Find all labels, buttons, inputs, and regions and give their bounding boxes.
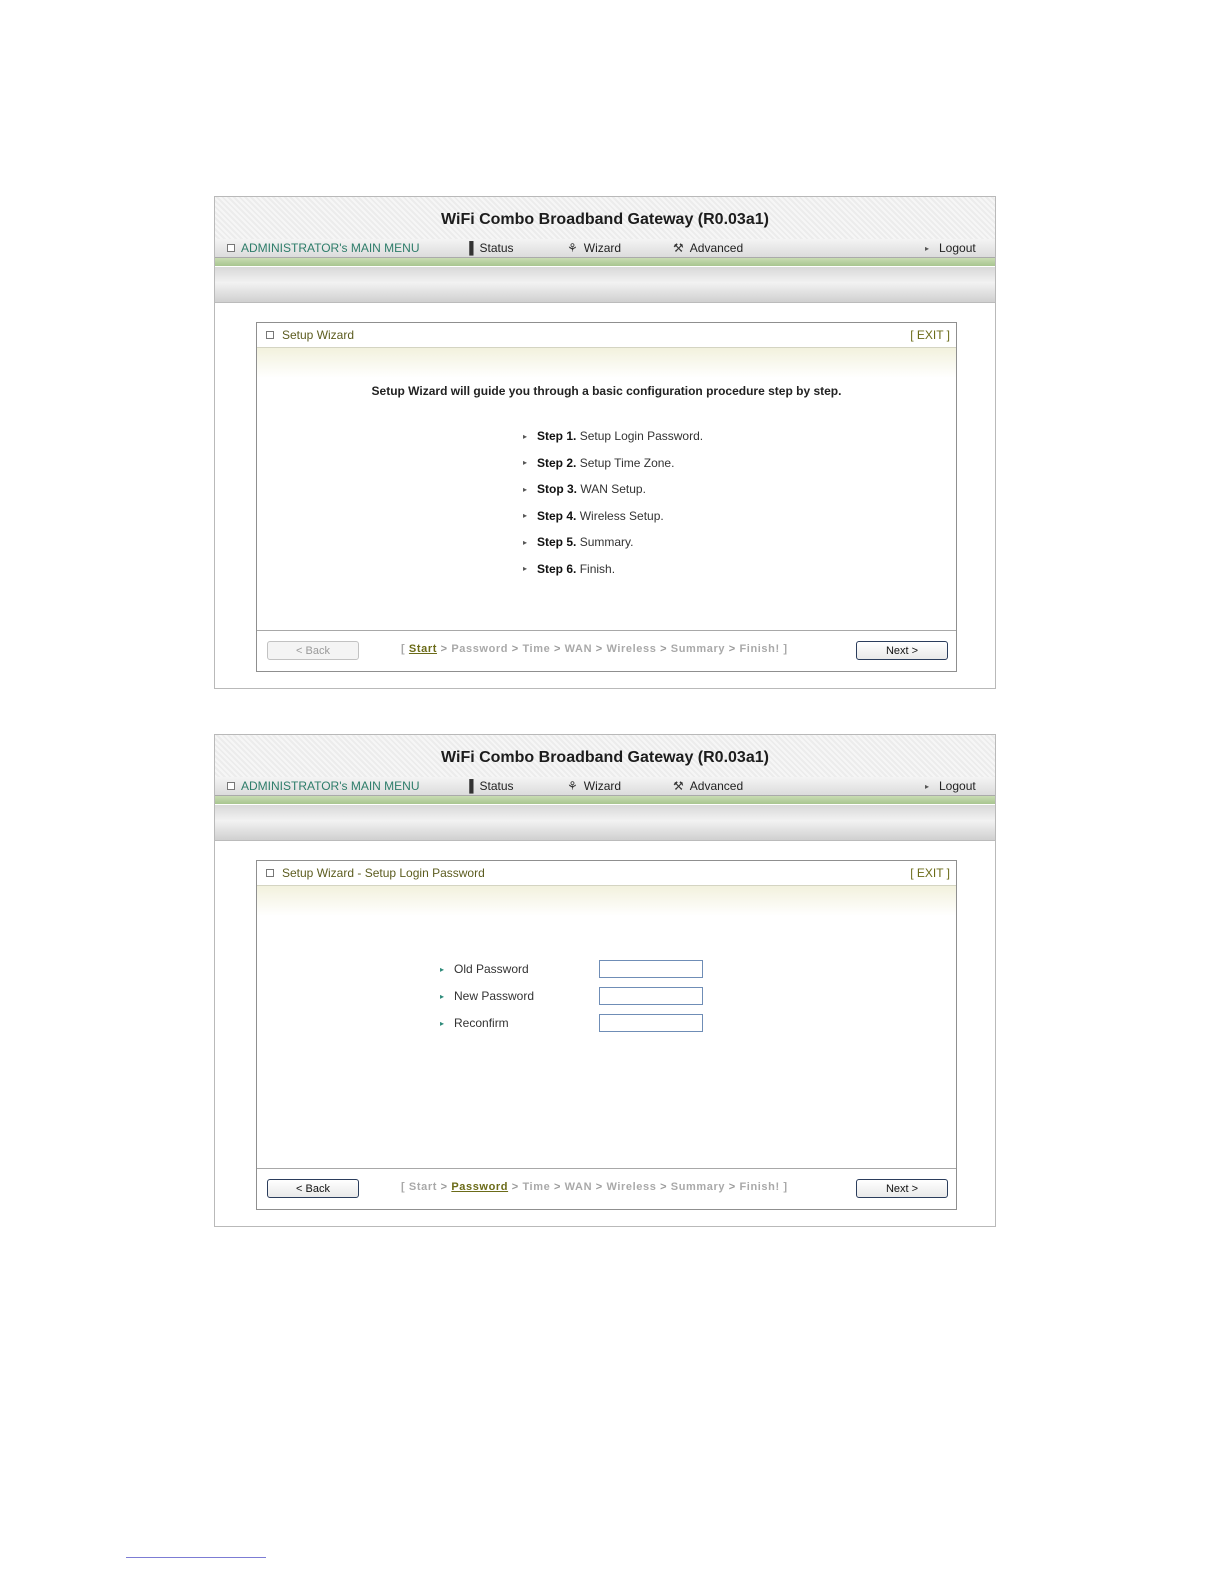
breadcrumb-sep: >	[511, 643, 519, 655]
menu-square-icon	[227, 782, 235, 790]
step-number: Step 2.	[537, 455, 577, 470]
breadcrumb-sep: >	[595, 1181, 603, 1193]
breadcrumb-sep: >	[553, 643, 562, 655]
nav-advanced[interactable]	[673, 779, 743, 793]
panel-square-icon	[266, 869, 274, 877]
step-number: Step 4.	[537, 508, 577, 523]
breadcrumb-password: Password	[451, 643, 509, 655]
nav-wizard-label: Wizard	[583, 779, 622, 793]
new-password-field[interactable]	[599, 987, 703, 1005]
breadcrumb-sep: >	[660, 643, 668, 655]
panel-header	[257, 323, 956, 348]
advanced-icon: ⚒	[673, 241, 684, 255]
breadcrumb-open: [	[401, 1181, 406, 1193]
old-password-row	[440, 960, 740, 978]
field-label-text: Reconfirm	[454, 1016, 509, 1030]
wizard-icon: ⚘	[567, 241, 578, 255]
field-label-text: New Password	[454, 989, 535, 1003]
advanced-icon: ⚒	[673, 779, 684, 793]
breadcrumb-sep: >	[440, 643, 448, 655]
breadcrumb-wireless: Wireless	[606, 643, 657, 655]
wizard-password-screenshot	[214, 734, 996, 1227]
breadcrumb-finish: Finish!	[739, 1181, 780, 1193]
bullet-arrow-icon: ▸	[523, 484, 528, 494]
bullet-arrow-icon: ▸	[440, 964, 445, 974]
menu-square-icon	[227, 244, 235, 252]
main-menu-bar	[215, 239, 995, 258]
list-item	[523, 423, 703, 450]
logout-arrow-icon: ▸	[925, 243, 930, 253]
panel-title	[266, 866, 485, 880]
nav-logout[interactable]	[925, 779, 976, 793]
admin-main-menu-label: ADMINISTRATOR's MAIN MENU	[241, 241, 420, 255]
panel-title-text: Setup Wizard	[282, 328, 355, 342]
breadcrumb-close: ]	[783, 643, 788, 655]
breadcrumb-time: Time	[522, 1181, 551, 1193]
back-button[interactable]: < Back	[267, 641, 359, 660]
breadcrumb-finish: Finish!	[739, 643, 780, 655]
list-item	[523, 556, 703, 583]
step-text: Summary.	[579, 535, 634, 550]
admin-main-menu[interactable]	[227, 241, 420, 255]
panel-subheader	[257, 886, 956, 916]
step-number: Step 6.	[537, 561, 577, 576]
setup-wizard-panel	[256, 322, 957, 672]
panel-title-text: Setup Wizard - Setup Login Password	[282, 866, 485, 880]
step-number: Step 1.	[537, 429, 577, 444]
bullet-arrow-icon: ▸	[523, 458, 528, 468]
nav-status-label: Status	[479, 779, 514, 793]
breadcrumb-sep: >	[440, 1181, 448, 1193]
breadcrumb-wan: WAN	[564, 1181, 593, 1193]
wizard-footer	[257, 1168, 956, 1209]
list-item	[523, 503, 703, 530]
nav-logout-label: Logout	[939, 241, 976, 255]
footnote-rule	[126, 1557, 266, 1558]
header-banner	[215, 197, 995, 240]
breadcrumb-start: Start	[408, 1181, 437, 1193]
wizard-icon: ⚘	[567, 779, 578, 793]
exit-link[interactable]: [ EXIT ]	[910, 866, 950, 880]
list-item	[523, 476, 703, 503]
bullet-arrow-icon: ▸	[523, 564, 528, 574]
breadcrumb-time: Time	[522, 643, 551, 655]
nav-logout-label: Logout	[939, 779, 976, 793]
step-text: Wireless Setup.	[579, 508, 664, 523]
panel-header	[257, 861, 956, 886]
step-text: WAN Setup.	[580, 482, 646, 497]
header-banner	[215, 735, 995, 778]
logout-arrow-icon: ▸	[925, 781, 930, 791]
step-text: Setup Login Password.	[579, 429, 704, 444]
step-text: Finish.	[579, 561, 616, 576]
submenu-band	[215, 267, 995, 303]
panel-title	[266, 328, 354, 342]
menu-accent-band	[215, 258, 995, 266]
breadcrumb-sep: >	[728, 1181, 736, 1193]
nav-status-label: Status	[479, 241, 514, 255]
bullet-arrow-icon: ▸	[523, 537, 528, 547]
status-icon: ▐	[465, 779, 474, 793]
status-icon: ▐	[465, 241, 474, 255]
reconfirm-password-field[interactable]	[599, 1014, 703, 1032]
breadcrumb-summary: Summary	[670, 1181, 726, 1193]
breadcrumb-open: [	[401, 643, 406, 655]
wizard-intro-text: Setup Wizard will guide you through a basic configuration procedure step by step.	[371, 384, 842, 398]
wizard-breadcrumb	[401, 1181, 788, 1193]
step-number: Stop 3.	[537, 482, 578, 497]
step-text: Setup Time Zone.	[579, 455, 675, 470]
nav-wizard[interactable]	[567, 241, 621, 255]
breadcrumb-sep: >	[553, 1181, 562, 1193]
breadcrumb-password: Password	[451, 1181, 509, 1193]
breadcrumb-wan: WAN	[564, 643, 593, 655]
new-password-label	[440, 989, 599, 1003]
list-item	[523, 450, 703, 477]
setup-login-password-panel	[256, 860, 957, 1210]
breadcrumb-sep: >	[595, 643, 603, 655]
wizard-steps-list	[523, 423, 703, 582]
reconfirm-label	[440, 1016, 599, 1030]
new-password-row	[440, 987, 740, 1005]
breadcrumb-start: Start	[408, 643, 437, 655]
app-title: WiFi Combo Broadband Gateway (R0.03a1)	[441, 211, 769, 228]
nav-logout[interactable]	[925, 241, 976, 255]
list-item	[523, 529, 703, 556]
exit-link[interactable]: [ EXIT ]	[910, 328, 950, 342]
panel-subheader	[257, 348, 956, 378]
old-password-label	[440, 962, 599, 976]
reconfirm-row	[440, 1014, 740, 1032]
main-menu-bar	[215, 777, 995, 796]
admin-main-menu-label: ADMINISTRATOR's MAIN MENU	[241, 779, 420, 793]
wizard-breadcrumb	[401, 643, 788, 655]
old-password-field[interactable]	[599, 960, 703, 978]
breadcrumb-sep: >	[728, 643, 736, 655]
next-button[interactable]: Next >	[856, 1179, 948, 1198]
admin-main-menu[interactable]	[227, 779, 420, 793]
nav-advanced[interactable]	[673, 241, 743, 255]
breadcrumb-summary: Summary	[670, 643, 726, 655]
nav-advanced-label: Advanced	[689, 241, 744, 255]
breadcrumb-close: ]	[783, 1181, 788, 1193]
wizard-start-screenshot	[214, 196, 996, 689]
submenu-band	[215, 805, 995, 841]
nav-status[interactable]	[465, 779, 514, 793]
bullet-arrow-icon: ▸	[523, 431, 528, 441]
field-label-text: Old Password	[454, 962, 529, 976]
menu-accent-band	[215, 796, 995, 804]
next-button[interactable]: Next >	[856, 641, 948, 660]
app-title: WiFi Combo Broadband Gateway (R0.03a1)	[441, 749, 769, 766]
nav-wizard-label: Wizard	[583, 241, 622, 255]
back-button[interactable]: < Back	[267, 1179, 359, 1198]
bullet-arrow-icon: ▸	[440, 991, 445, 1001]
breadcrumb-sep: >	[660, 1181, 668, 1193]
breadcrumb-wireless: Wireless	[606, 1181, 657, 1193]
nav-advanced-label: Advanced	[689, 779, 744, 793]
nav-wizard[interactable]	[567, 779, 621, 793]
breadcrumb-sep: >	[511, 1181, 519, 1193]
panel-square-icon	[266, 331, 274, 339]
wizard-footer	[257, 630, 956, 671]
step-number: Step 5.	[537, 535, 577, 550]
bullet-arrow-icon: ▸	[440, 1018, 445, 1028]
bullet-arrow-icon: ▸	[523, 511, 528, 521]
nav-status[interactable]	[465, 241, 514, 255]
